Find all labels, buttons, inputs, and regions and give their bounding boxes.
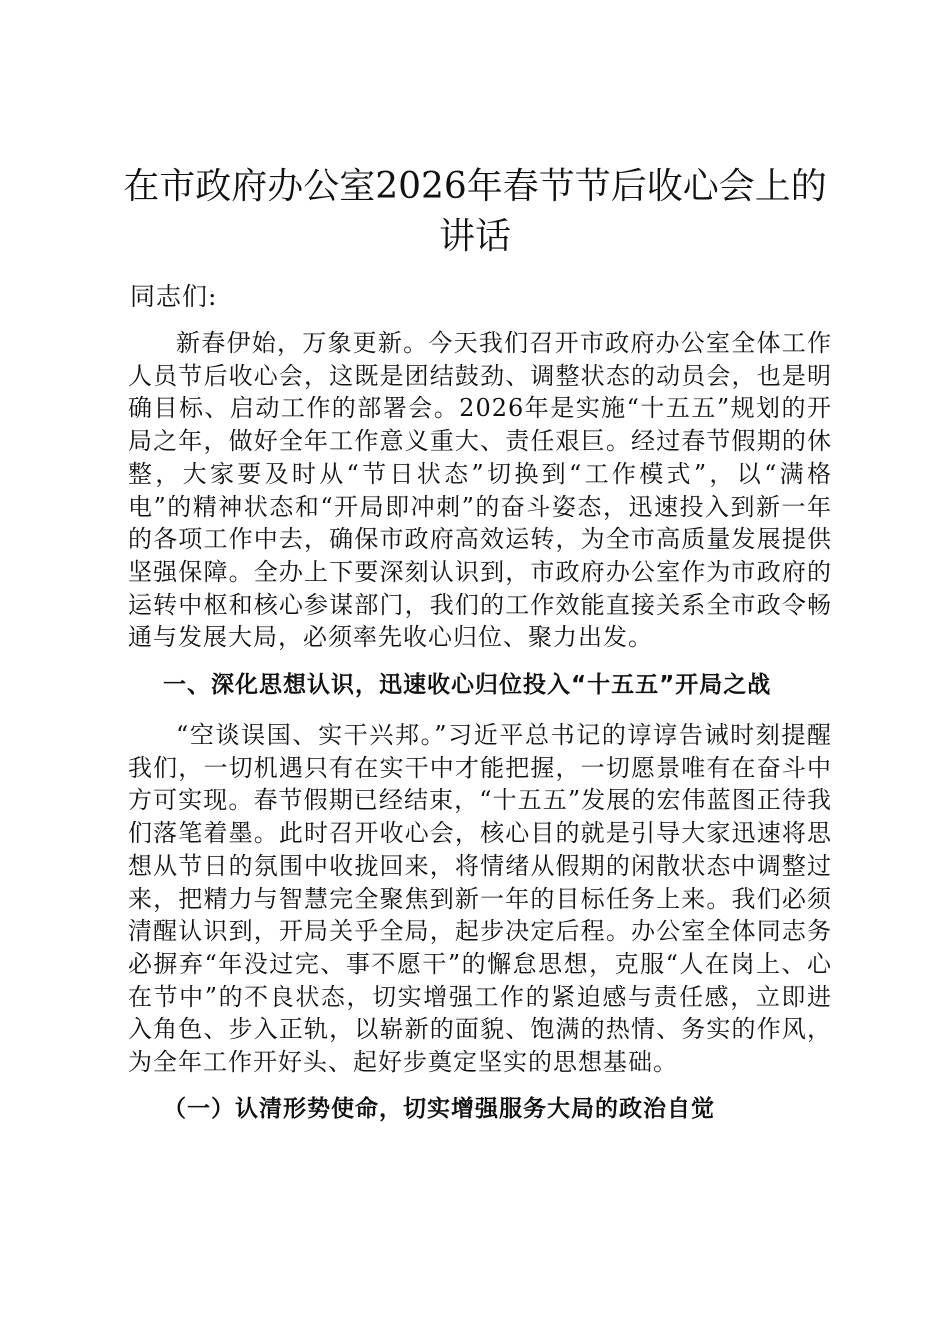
subsection-heading-1: （一）认清形势使命，切实增强服务大局的政治自觉 [163, 1096, 715, 1122]
section-heading-1: 一、深化思想认识，迅速收心归位投入“十五五”开局之战 [163, 672, 772, 698]
document-title: 在市政府办公室2026年春节节后收心会上的讲话 [123, 166, 827, 257]
intro-paragraph: 新春伊始，万象更新。今天我们召开市政府办公室全体工作人员节后收心会，这既是团结鼓劲、调整状态的动员会，也是明确目标、启动工作的部署会。2026年是实施“十五五”规划的开局之年，做好全年工作意义重大、责任艰巨。经过春节假期的休整，大家要及时从“节日状态”切换到“工作模式”，以“满格电”的精神状态和“开局即冲刺”的奋斗姿态，迅速投入到新一年的各项工作中去，确保市政府高效运转，为全市高质量发展提供坚强保障。全办上下要深刻认识到，市政府办公室作为市政府的运转中枢和核心参谋部门，我们的工作效能直接关系全市政令畅通与发展大局，必须率先收心归位、聚力出发。 [128, 329, 832, 652]
section-1-paragraph: “空谈误国、实干兴邦。”习近平总书记的谆谆告诫时刻提醒我们，一切机遇只有在实干中才能把握，一切愿景唯有在奋斗中方可实现。春节假期已经结束，“十五五”发展的宏伟蓝图正待我们落笔着墨。此时召开收心会，核心目的就是引导大家迅速将思想从节日的氛围中收拢回来，将情绪从假期的闲散状态中调整过来，把精力与智慧完全聚焦到新一年的目标任务上来。我们必须清醒认识到，开局关乎全局，起步决定后程。办公室全体同志务必摒弃“年没过完、事不愿干”的懈怠思想，克服“人在岗上、心在节中”的不良状态，切实增强工作的紧迫感与责任感，立即进入角色、步入正轨，以崭新的面貌、饱满的热情、务实的作风，为全年工作开好头、起好步奠定坚实的思想基础。 [128, 721, 832, 1077]
salutation: 同志们: [130, 282, 218, 311]
